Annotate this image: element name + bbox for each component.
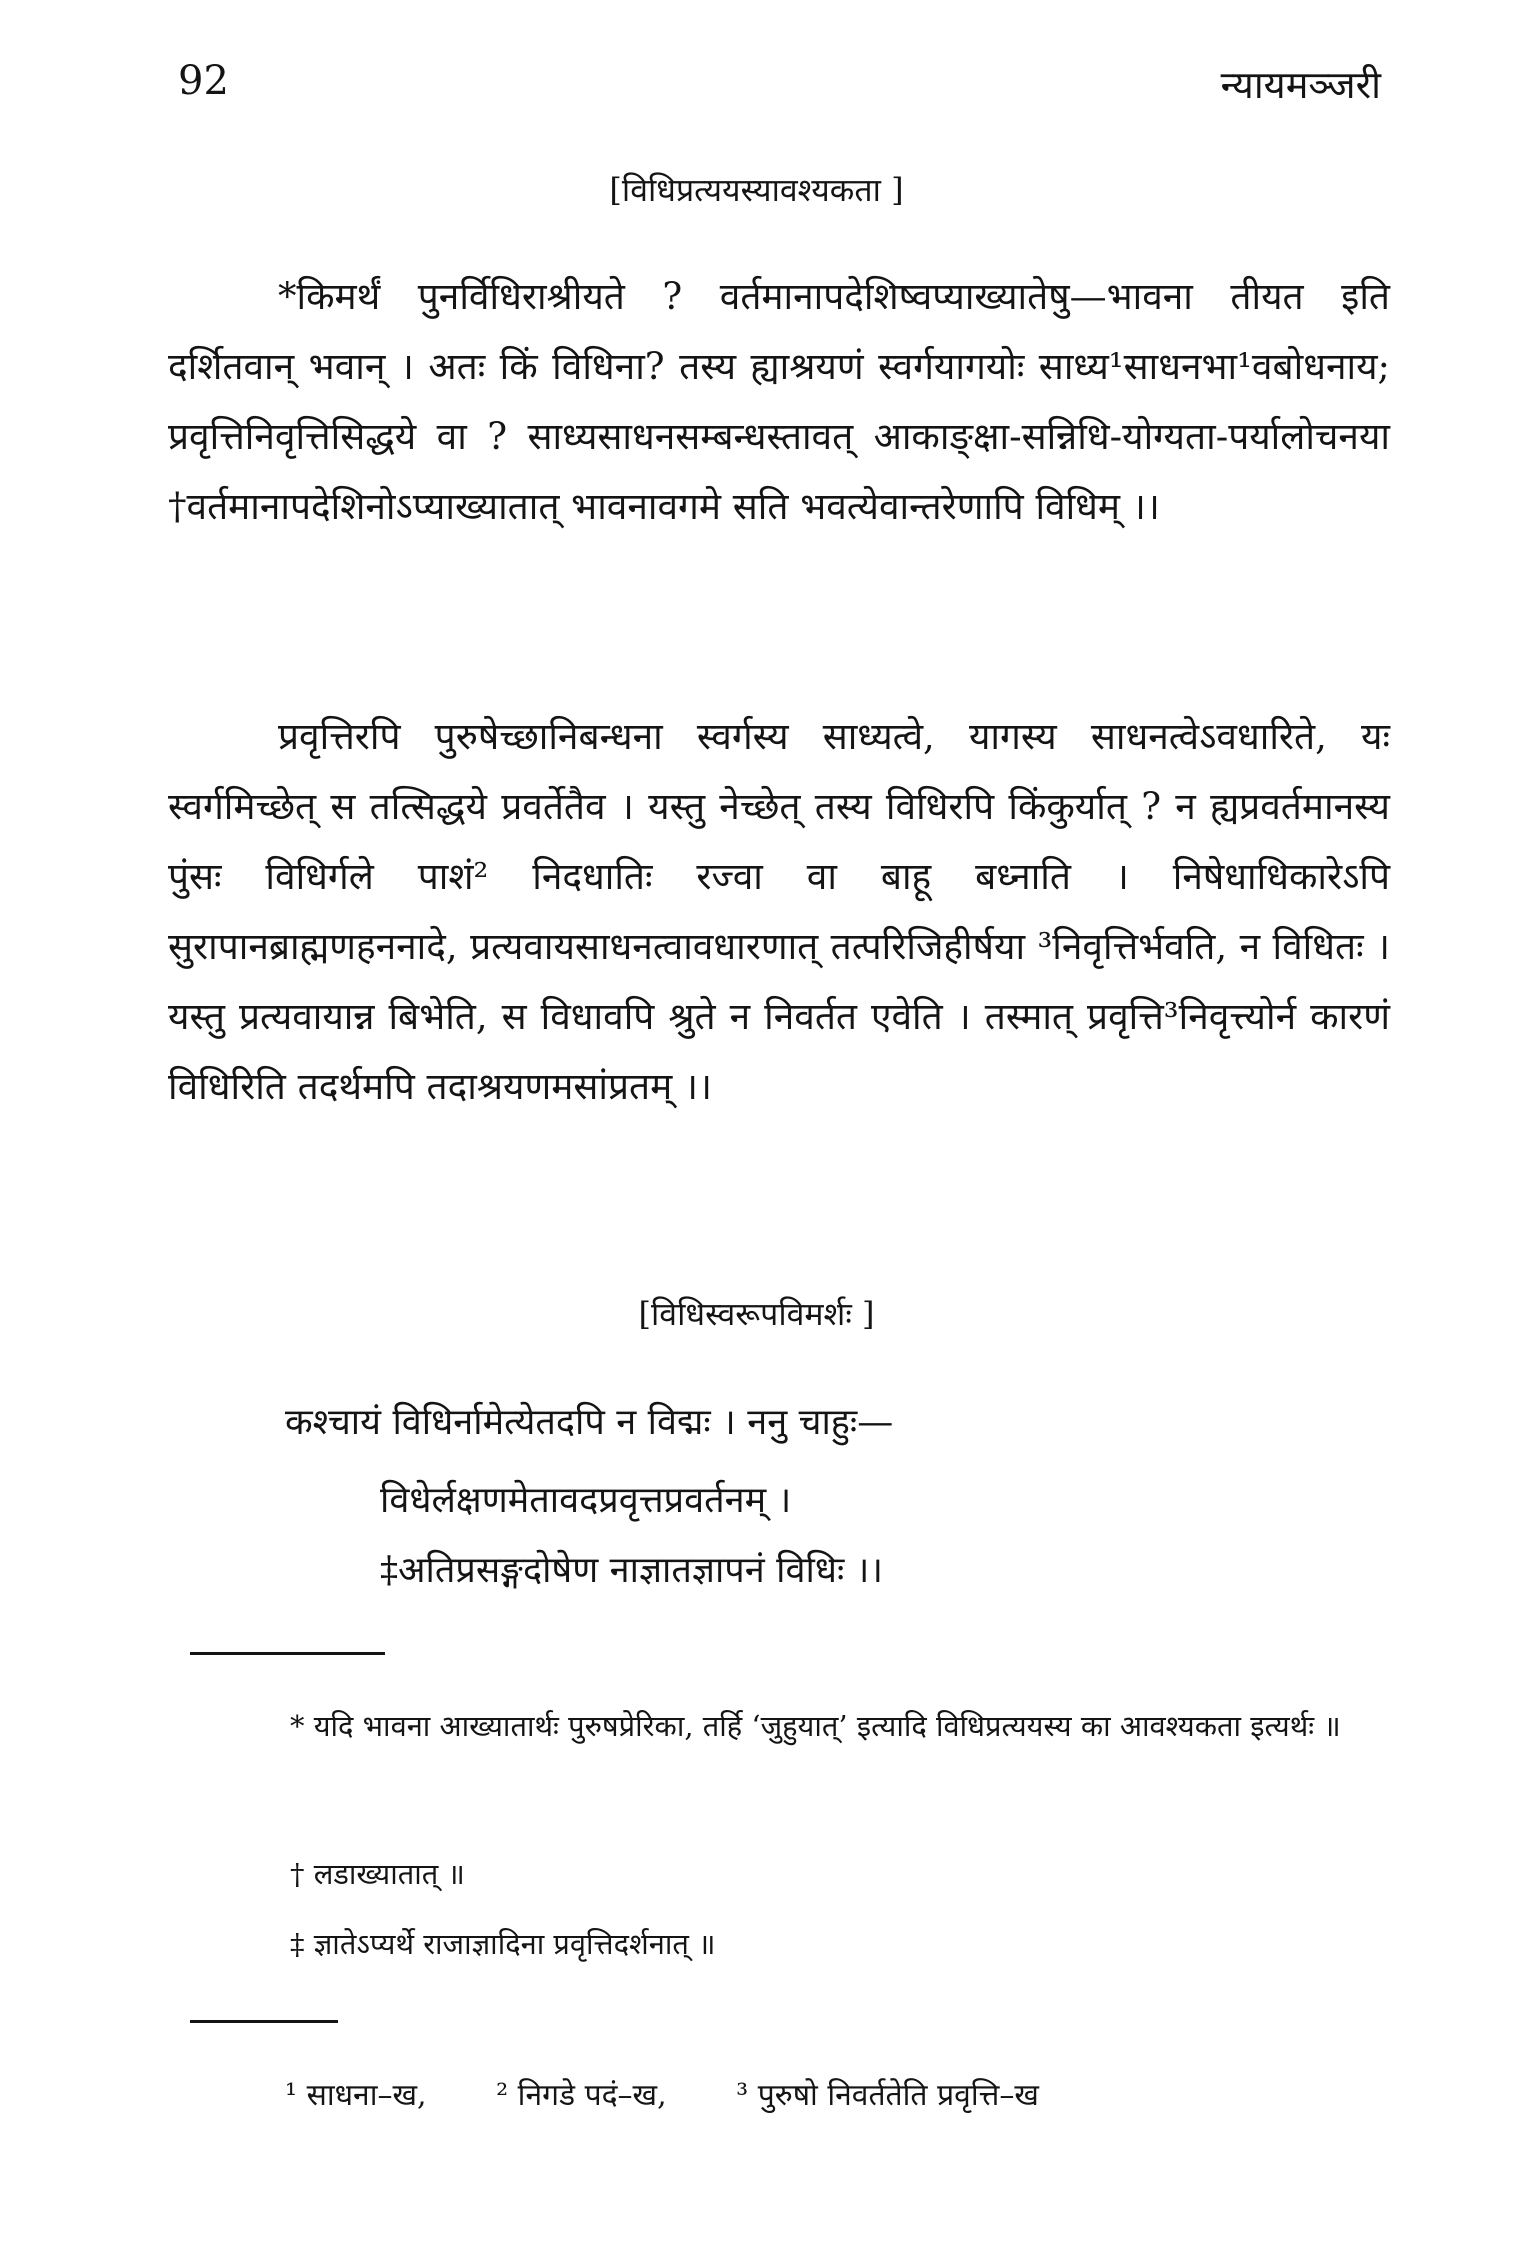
verse-line-2: ‡अतिप्रसङ्गदोषेण नाज्ञातज्ञापनं विधिः ।। <box>380 1550 883 1591</box>
variant-reading: ¹ साधना–ख, <box>285 2078 427 2113</box>
paragraph-1-text: *किमर्थं पुनर्विधिराश्रीयते ? वर्तमानापदेशिष्वप्याख्यातेषु—भावना तीयत इति दर्शितवान् भवान् । अतः किं विधिना? तस्य ह्याश्रयणं स्वर्गयागयोः साध्य¹साधनभा¹वबोधनाय; प्रवृत्तिनिवृत्तिसिद्धये वा ? साध्यसाधनसम्बन्धस्तावत् आकाङ्क्षा-सन्निधि-योग्यता-पर्यालोचनया †वर्तमानापदेशिनोऽप्याख्यातात् भावनावगमे सति भवत्येवान्तरेणापि विधिम् ।। <box>168 275 1390 528</box>
section-heading-1: [विधिप्रत्ययस्यावश्यकता ] <box>609 171 904 209</box>
verse-intro: कश्चायं विधिर्नामेत्येतदपि न विद्मः । ननु चाहुः— <box>285 1402 894 1443</box>
paragraph-2 <box>168 702 1390 1122</box>
page-number: 92 <box>178 58 229 104</box>
footnote-3: ‡ ज्ञातेऽप्यर्थे राजाज्ञादिना प्रवृत्तिदर्शनात् ॥ <box>290 1927 716 1961</box>
verse-line-1: विधेर्लक्षणमेतावदप्रवृत्तप्रवर्तनम् । <box>380 1480 792 1521</box>
section-heading-2: [विधिस्वरूपविमर्शः ] <box>638 1295 875 1333</box>
paragraph-2-text: प्रवृत्तिरपि पुरुषेच्छानिबन्धना स्वर्गस्य साध्यत्वे, यागस्य साधनत्वेऽवधारिते, यः स्वर्गमिच्छेत् स तत्सिद्धये प्रवर्तेतैव । यस्तु नेच्छेत् तस्य विधिरपि किंकुर्यात् ? न ह्यप्रवर्तमानस्य पुंसः विधिर्गले पाशं² निदधातिः रज्वा वा बाहू बध्नाति । निषेधाधिकारेऽपि सुरापानब्राह्मणहननादे, प्रत्यवायसाधनत्वावधारणात् तत्परिजिहीर्षया ³निवृत्तिर्भवति, न विधितः । यस्तु प्रत्यवायान्न बिभेति, स विधावपि श्रुते न निवर्तत एवेति । तस्मात् प्रवृत्ति³निवृत्त्योर्न कारणं विधिरिति तदर्थमपि तदाश्रयणमसांप्रतम् ।। <box>168 715 1390 1108</box>
running-head: न्यायमञ्जरी <box>1220 63 1381 107</box>
footnote-1: * यदि भावना आख्यातार्थः पुरुषप्रेरिका, तर्हि ‘जुहुयात्’ इत्यादि विधिप्रत्ययस्य का आवश्यकता इत्यर्थः ॥ <box>290 1709 1341 1743</box>
footnote-divider <box>190 1652 385 1655</box>
paragraph-1 <box>168 262 1390 542</box>
variant-reading: ³ पुरुषो निवर्ततेति प्रवृत्ति–ख <box>736 2078 1039 2113</box>
variant-divider <box>190 2020 338 2023</box>
variant-readings <box>285 2073 1099 2114</box>
footnote-2: † लडाख्यातात् ॥ <box>290 1857 465 1891</box>
variant-reading: ² निगडे पदं–ख, <box>496 2078 667 2113</box>
